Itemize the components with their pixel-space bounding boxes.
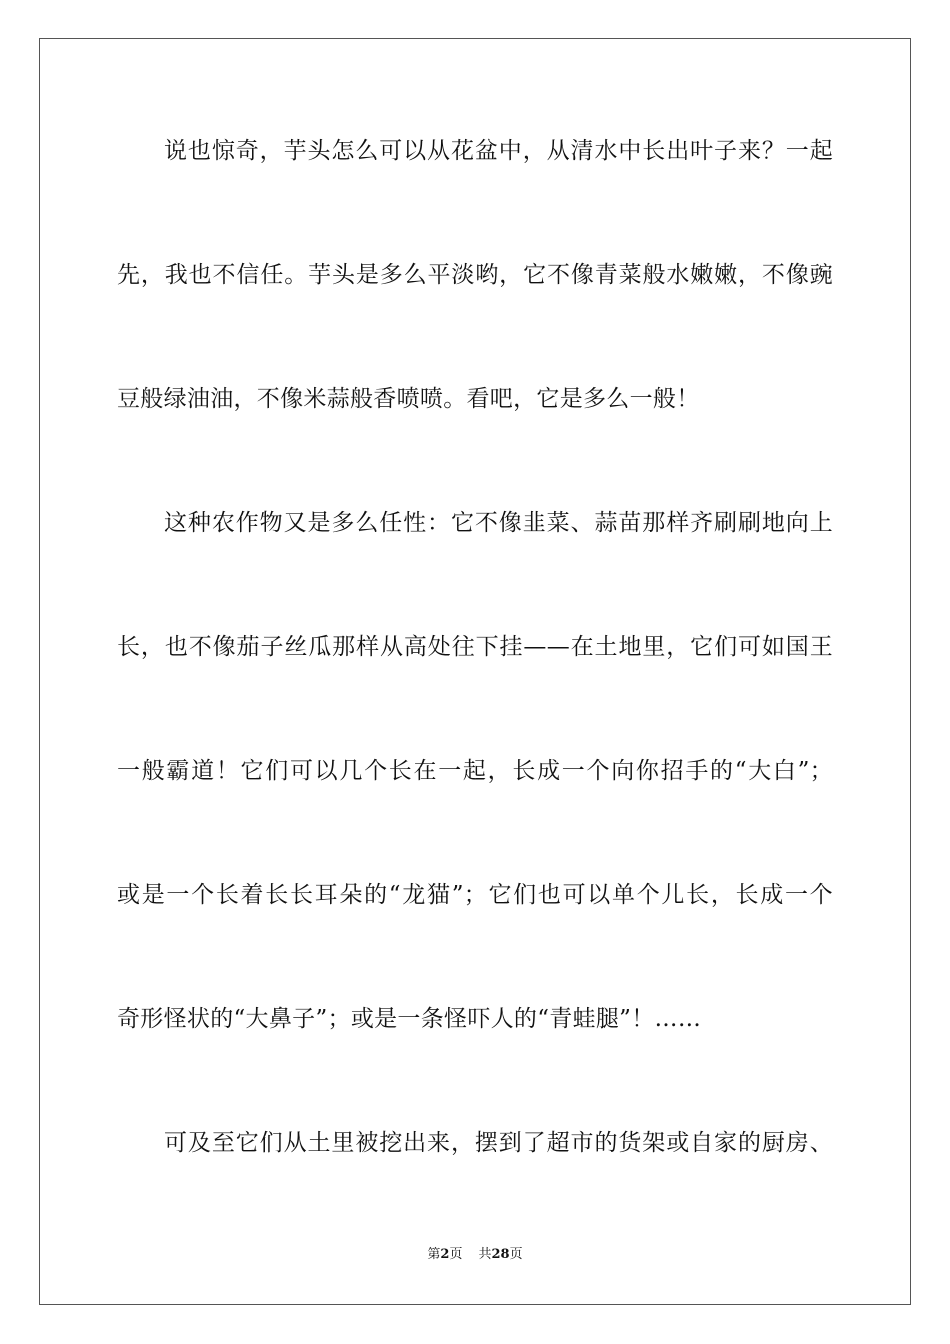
text-line: 或是一个长着长长耳朵的“龙猫”；它们也可以单个儿长，长成一个	[117, 882, 833, 908]
page-suffix: 页	[449, 1247, 463, 1262]
total-pages: 28	[491, 1247, 510, 1262]
total-suffix: 页	[509, 1247, 523, 1262]
text-line: 这种农作物又是多么任性：它不像韭菜、蒜苗那样齐刷刷地向上	[164, 510, 833, 536]
text-line: 可及至它们从土里被挖出来，摆到了超市的货架或自家的厨房、	[164, 1130, 833, 1156]
page-border	[39, 38, 911, 1305]
page-footer	[0, 1246, 950, 1264]
page-number: 2	[440, 1247, 450, 1262]
text-line: 先，我也不信任。芋头是多么平淡哟，它不像青菜般水嫩嫩，不像豌	[117, 262, 833, 288]
total-prefix: 共	[478, 1247, 492, 1262]
text-line: 说也惊奇，芋头怎么可以从花盆中，从清水中长出叶子来？一起	[164, 138, 833, 164]
text-line: 豆般绿油油，不像米蒜般香喷喷。看吧，它是多么一般！	[117, 386, 700, 412]
text-line: 一般霸道！它们可以几个长在一起，长成一个向你招手的“大白”；	[117, 758, 833, 784]
text-line: 奇形怪状的“大鼻子”；或是一条怪吓人的“青蛙腿”！……	[117, 1006, 702, 1032]
page-prefix: 第	[427, 1247, 441, 1262]
text-line: 长，也不像茄子丝瓜那样从高处往下挂——在土地里，它们可如国王	[117, 634, 833, 660]
